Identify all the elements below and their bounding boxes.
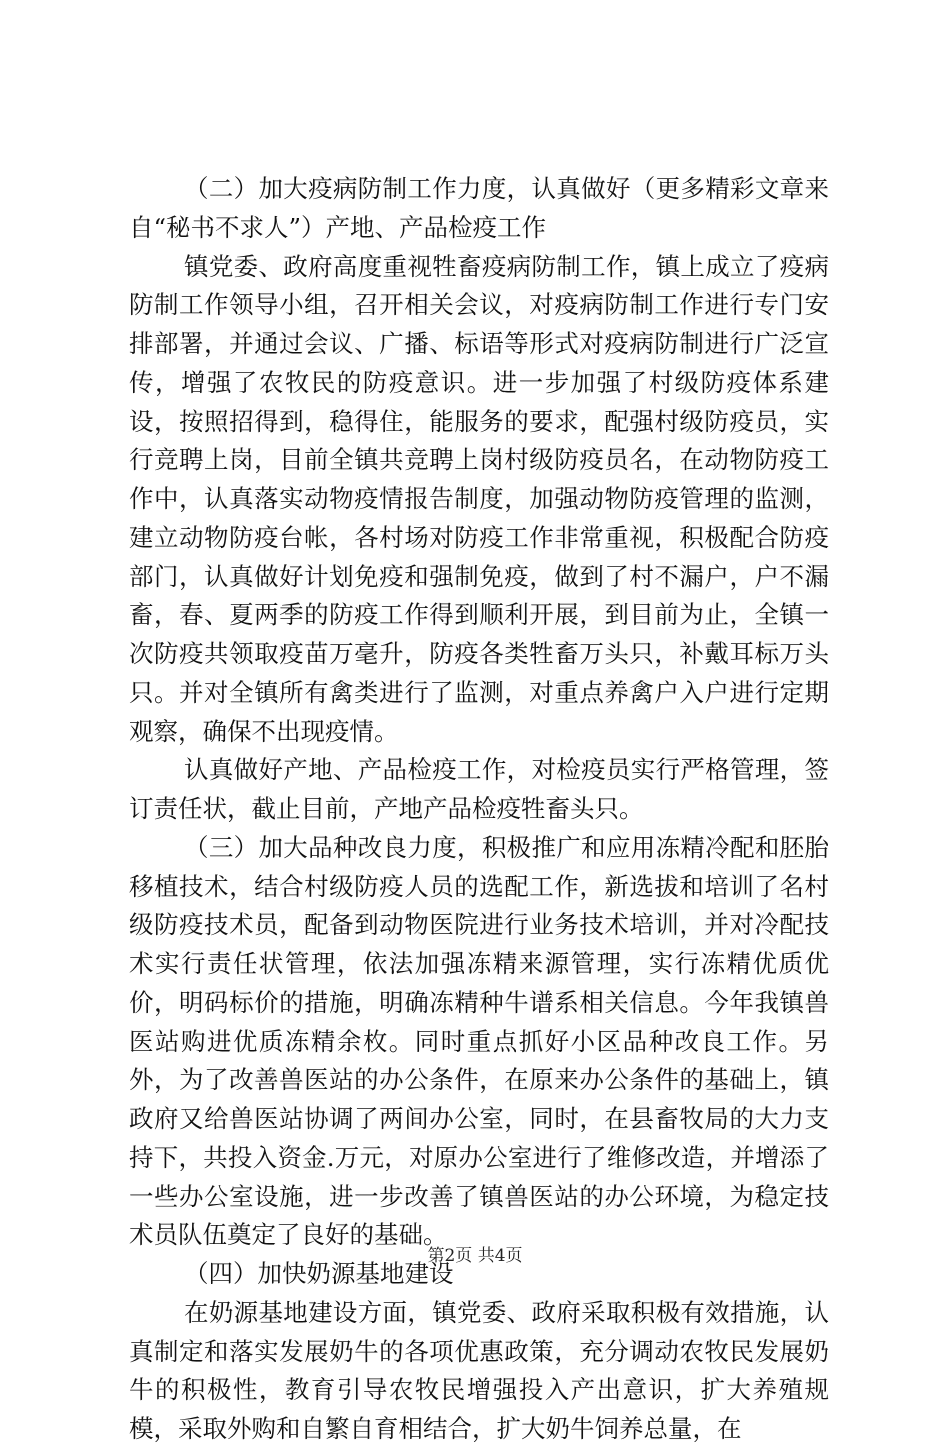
section-heading-milk-base: （四）加快奶源基地建设 — [184, 1259, 454, 1288]
paragraph-breed-improvement: （三）加大品种改良力度，积极推广和应用冻精冷配和胚胎移植技术，结合村级防疫人员的选配工作，新选拔和培训了名村级防疫技术员，配备到动物医院进行业务技术培训，并对冷配技术实行责任状管理，依法加强冻精来源管理，实行冻精优质优价，明码标价的措施，明确冻精种牛谱系相关信息。今年我镇兽医站购进优质冻精余枚。同时重点抓好小区品种改良工作。另外，为了改善兽医站的办公条件，在原来办公条件的基础上，镇政府又给兽医站协调了两间办公室，同时，在县畜牧局的大力支持下，共投入资金.万元，对原办公室进行了维修改造，并增添了一些办公室设施，进一步改善了镇兽医站的办公环境，为稳定技术员队伍奠定了良好的基础。 — [129, 832, 829, 1250]
paragraph-quarantine: 认真做好产地、产品检疫工作，对检疫员实行严格管理，签订责任状，截止目前，产地产品检疫牲畜头只。 — [129, 755, 829, 823]
page-footer: 第2页 共4页 — [427, 1246, 523, 1266]
section-heading-epidemic-control: （二）加大疫病防制工作力度，认真做好（更多精彩文章来自“秘书不求人”）产地、产品检疫工作 — [129, 174, 829, 242]
paragraph-epidemic-control: 镇党委、政府高度重视牲畜疫病防制工作，镇上成立了疫病防制工作领导小组，召开相关会议，对疫病防制工作进行专门安排部署，并通过会议、广播、标语等形式对疫病防制进行广泛宣传，增强了农牧民的防疫意识。进一步加强了村级防疫体系建设，按照招得到，稳得住，能服务的要求，配强村级防疫员，实行竞聘上岗，目前全镇共竞聘上岗村级防疫员名，在动物防疫工作中，认真落实动物疫情报告制度，加强动物防疫管理的监测，建立动物防疫台帐，各村场对防疫工作非常重视，积极配合防疫部门，认真做好计划免疫和强制免疫，做到了村不漏户，户不漏畜，春、夏两季的防疫工作得到顺利开展，到目前为止，全镇一次防疫共领取疫苗万毫升，防疫各类牲畜万头只，补戴耳标万头只。并对全镇所有禽类进行了监测，对重点养禽户入户进行定期观察，确保不出现疫情。 — [129, 251, 829, 746]
paragraph-milk-base: 在奶源基地建设方面，镇党委、政府采取积极有效措施，认真制定和落实发展奶牛的各项优惠政策，充分调动农牧民发展奶牛的积极性，教育引导农牧民增强投入产出意识，扩大养殖规模，采取外购和自繁自育相结合，扩大奶牛饲养总量，在 — [129, 1297, 829, 1443]
